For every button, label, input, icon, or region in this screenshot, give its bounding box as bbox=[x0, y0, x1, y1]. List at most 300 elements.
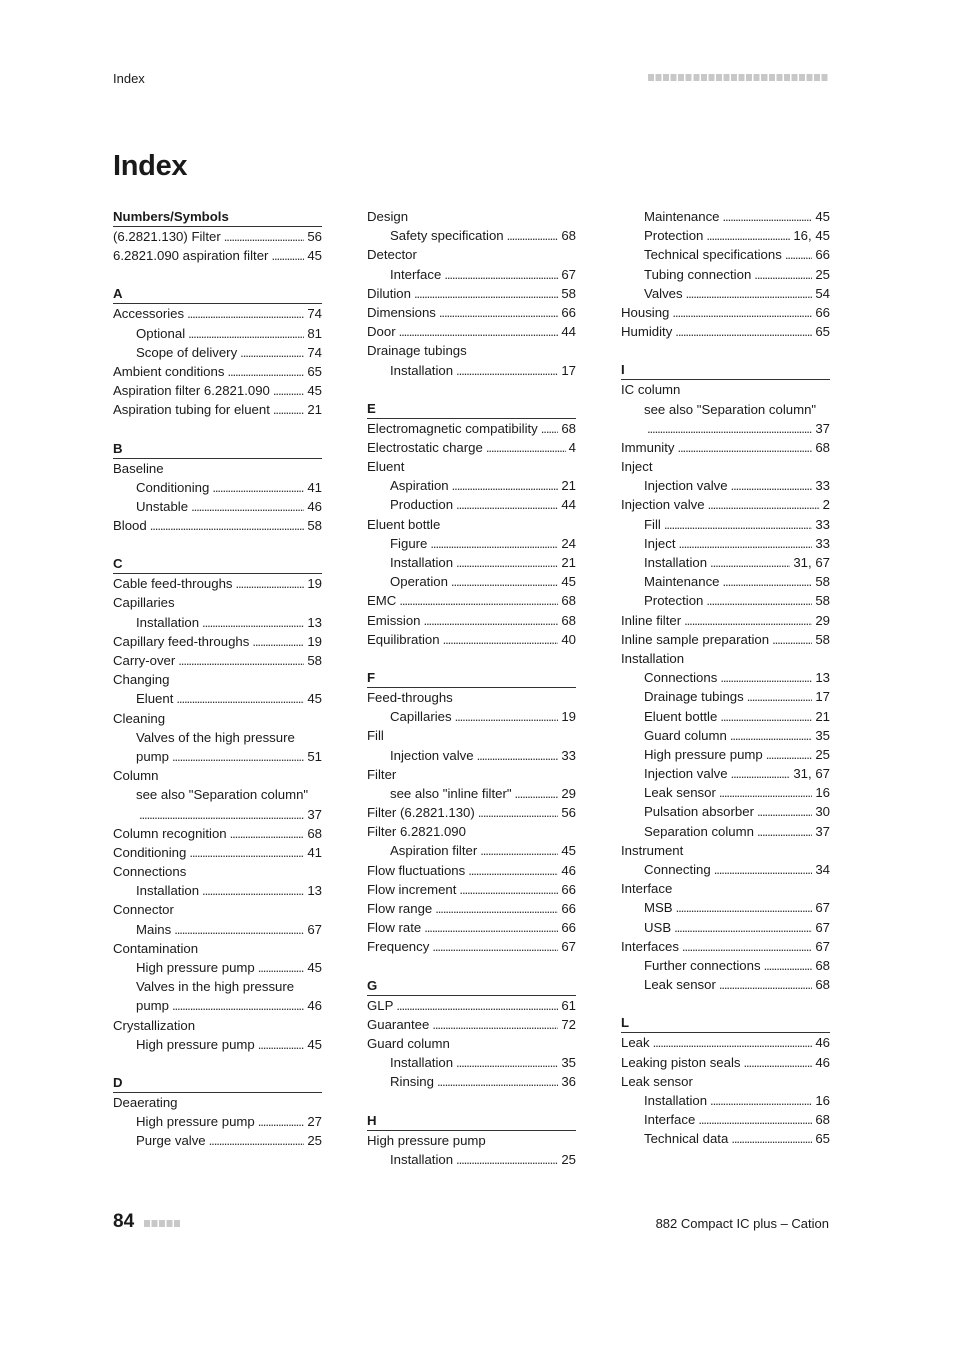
entry-page-ref: 58 bbox=[307, 518, 322, 534]
dot-leader bbox=[174, 920, 304, 939]
index-entry bbox=[367, 765, 576, 784]
entry-page-ref: 68 bbox=[561, 228, 576, 244]
dot-leader bbox=[437, 1072, 558, 1091]
index-entry bbox=[621, 457, 830, 476]
dot-leader bbox=[240, 343, 304, 362]
entry-term: Leak sensor bbox=[644, 785, 716, 801]
index-entry bbox=[367, 899, 576, 918]
entry-term: Mains bbox=[136, 921, 172, 937]
dot-leader bbox=[191, 497, 304, 516]
entry-term: Interface bbox=[621, 881, 673, 897]
index-entry bbox=[367, 419, 576, 438]
entry-term: Contamination bbox=[113, 940, 199, 956]
dot-leader bbox=[459, 880, 558, 899]
entry-term: Capillary feed-throughs bbox=[113, 633, 250, 649]
header-dot-rule bbox=[648, 74, 829, 81]
index-entry bbox=[113, 862, 322, 881]
entry-page-ref: 67 bbox=[561, 266, 576, 282]
entry-page-ref: 33 bbox=[815, 516, 830, 532]
index-subentry bbox=[113, 996, 322, 1015]
dot-leader bbox=[202, 881, 304, 900]
entry-page-ref: 36 bbox=[561, 1074, 576, 1090]
dot-leader bbox=[212, 478, 304, 497]
entry-page-ref: 2 bbox=[822, 497, 830, 513]
entry-term: Column bbox=[113, 768, 159, 784]
index-subentry bbox=[367, 1053, 576, 1072]
index-subentry bbox=[113, 613, 322, 632]
index-entry bbox=[113, 362, 322, 381]
entry-page-ref: 25 bbox=[815, 746, 830, 762]
entry-term: Inline sample preparation bbox=[621, 631, 770, 647]
index-section bbox=[113, 439, 322, 536]
entry-page-ref: 66 bbox=[815, 247, 830, 263]
dot-leader bbox=[443, 630, 559, 649]
entry-page-ref: 68 bbox=[561, 612, 576, 628]
page-number: 84 bbox=[113, 1211, 135, 1232]
entry-page-ref: 24 bbox=[561, 535, 576, 551]
index-subentry bbox=[621, 226, 830, 245]
entry-term: Connecting bbox=[644, 862, 711, 877]
index-entry bbox=[113, 900, 322, 919]
dot-leader bbox=[424, 611, 559, 630]
dot-leader bbox=[678, 438, 813, 457]
entry-page-ref: 58 bbox=[815, 574, 830, 590]
dot-leader bbox=[258, 958, 305, 977]
index-subentry bbox=[621, 284, 830, 303]
dot-leader bbox=[507, 226, 559, 245]
entry-page-ref: 16, 45 bbox=[793, 228, 830, 244]
entry-page-ref: 17 bbox=[815, 689, 830, 705]
section-letter-heading: A bbox=[113, 284, 322, 304]
entry-term: Pulsation absorber bbox=[644, 804, 754, 820]
entry-term: Installation bbox=[136, 614, 200, 630]
section-letter-heading: F bbox=[367, 668, 576, 688]
index-entry bbox=[113, 459, 322, 478]
entry-term: Conditioning bbox=[113, 844, 187, 860]
index-entry bbox=[113, 632, 322, 651]
entry-term: Eluent bbox=[136, 691, 174, 707]
entry-term: Flow increment bbox=[367, 881, 457, 897]
dot-leader bbox=[720, 707, 812, 726]
entry-term: Filter bbox=[367, 766, 397, 782]
index-entry bbox=[367, 803, 576, 822]
index-subentry bbox=[367, 746, 576, 765]
dot-leader bbox=[706, 226, 790, 245]
entry-term: Installation bbox=[644, 555, 708, 570]
entry-term: Figure bbox=[390, 535, 428, 551]
entry-page-ref: 16 bbox=[815, 785, 830, 801]
entry-term: Changing bbox=[113, 672, 170, 688]
index-subentry bbox=[621, 956, 830, 975]
index-entry bbox=[367, 611, 576, 630]
dot-leader bbox=[766, 745, 813, 764]
entry-page-ref: 31, 67 bbox=[793, 766, 830, 782]
dot-leader bbox=[710, 553, 790, 572]
entry-page-ref: 46 bbox=[307, 998, 322, 1014]
index-entry bbox=[621, 611, 830, 630]
index-subentry bbox=[621, 476, 830, 495]
index-subentry bbox=[621, 975, 830, 994]
index-subentry bbox=[113, 958, 322, 977]
index-subentry bbox=[367, 476, 576, 495]
entry-term: High pressure pump bbox=[644, 746, 763, 762]
index-subentry bbox=[621, 918, 830, 937]
dot-leader bbox=[430, 534, 558, 553]
entry-term: Baseline bbox=[113, 460, 164, 476]
section-letter-heading: D bbox=[113, 1073, 322, 1093]
entry-term: Fill bbox=[644, 516, 661, 532]
index-subentry bbox=[621, 822, 830, 841]
entry-term: Guarantee bbox=[367, 1016, 430, 1032]
index-subentry bbox=[113, 920, 322, 939]
entry-page-ref: 45 bbox=[815, 209, 830, 224]
entry-page-ref: 65 bbox=[307, 363, 322, 379]
entry-term: Inject bbox=[621, 459, 653, 475]
entry-term: Aspiration filter bbox=[390, 843, 478, 859]
index-entry bbox=[367, 515, 576, 534]
entry-page-ref: 45 bbox=[307, 691, 322, 707]
section-letter-heading: B bbox=[113, 439, 322, 459]
entry-term: Maintenance bbox=[644, 574, 720, 590]
entry-page-ref: 34 bbox=[815, 862, 830, 877]
entry-term: Dimensions bbox=[367, 304, 436, 320]
entry-page-ref: 16 bbox=[815, 1092, 830, 1108]
index-entry bbox=[367, 591, 576, 610]
index-section bbox=[113, 1073, 322, 1151]
index-subentry bbox=[367, 572, 576, 591]
entry-page-ref: 67 bbox=[815, 919, 830, 935]
entry-term: Electromagnetic compatibility bbox=[367, 420, 538, 436]
entry-term: Optional bbox=[136, 325, 186, 341]
entry-page-ref: 21 bbox=[561, 555, 576, 570]
entry-page-ref: 58 bbox=[815, 631, 830, 647]
entry-page-ref: 35 bbox=[561, 1055, 576, 1071]
entry-page-ref: 25 bbox=[561, 1151, 576, 1167]
entry-term: Unstable bbox=[136, 498, 189, 514]
entry-term: GLP bbox=[367, 997, 394, 1013]
dot-leader bbox=[672, 303, 812, 322]
entry-term: Inject bbox=[644, 535, 676, 551]
index-subentry bbox=[621, 515, 830, 534]
entry-page-ref: 66 bbox=[561, 901, 576, 916]
index-subentry bbox=[113, 728, 322, 747]
index-subentry bbox=[621, 745, 830, 764]
index-subentry bbox=[621, 783, 830, 802]
dot-leader bbox=[541, 419, 559, 438]
entry-term: Drainage tubings bbox=[644, 689, 744, 705]
index-entry bbox=[367, 630, 576, 649]
index-entry bbox=[367, 245, 576, 264]
entry-term: Leak sensor bbox=[644, 977, 716, 993]
index-subentry bbox=[621, 1091, 830, 1110]
entry-page-ref: 25 bbox=[815, 266, 830, 282]
running-header: Index bbox=[113, 71, 145, 86]
dot-leader bbox=[647, 419, 812, 438]
section-letter-heading: C bbox=[113, 554, 322, 574]
entry-page-ref: 44 bbox=[561, 497, 576, 513]
index-entry bbox=[367, 822, 576, 841]
index-subentry bbox=[621, 707, 830, 726]
index-entry bbox=[621, 879, 830, 898]
entry-term: Filter 6.2821.090 bbox=[367, 824, 466, 840]
index-entry bbox=[113, 574, 322, 593]
index-entry bbox=[367, 996, 576, 1015]
entry-page-ref: 33 bbox=[815, 535, 830, 551]
entry-term: High pressure pump bbox=[136, 1036, 255, 1052]
index-subentry bbox=[621, 400, 830, 419]
entry-term: see also "Separation column" bbox=[644, 401, 817, 417]
index-subentry bbox=[113, 343, 322, 362]
dot-leader bbox=[202, 613, 304, 632]
entry-page-ref: 45 bbox=[561, 574, 576, 590]
index-subentry bbox=[113, 1131, 322, 1150]
dot-leader bbox=[731, 764, 791, 783]
index-section bbox=[367, 976, 576, 1092]
entry-term: Equilibration bbox=[367, 631, 440, 647]
entry-term: Injection valve bbox=[644, 478, 728, 494]
index-subentry bbox=[113, 324, 322, 343]
dot-leader bbox=[698, 1110, 812, 1129]
index-subentry bbox=[367, 265, 576, 284]
index-entry bbox=[367, 341, 576, 360]
dot-leader bbox=[730, 726, 813, 745]
index-subentry bbox=[367, 784, 576, 803]
entry-term: Connections bbox=[113, 864, 187, 880]
dot-leader bbox=[719, 783, 812, 802]
dot-leader bbox=[456, 495, 558, 514]
entry-page-ref: 74 bbox=[307, 306, 322, 322]
index-entry bbox=[367, 1015, 576, 1034]
index-subentry bbox=[621, 245, 830, 264]
index-subentry bbox=[367, 361, 576, 380]
entry-term: Humidity bbox=[621, 324, 673, 340]
index-subentry bbox=[113, 1035, 322, 1054]
entry-page-ref: 68 bbox=[815, 439, 830, 455]
entry-term: Installation bbox=[390, 362, 454, 378]
dot-leader bbox=[456, 1053, 558, 1072]
dot-leader bbox=[456, 553, 558, 572]
dot-leader bbox=[675, 322, 812, 341]
dot-leader bbox=[676, 898, 813, 917]
index-subentry bbox=[621, 553, 830, 572]
index-section bbox=[367, 207, 576, 380]
dot-leader bbox=[456, 361, 558, 380]
index-entry bbox=[621, 495, 830, 514]
entry-page-ref: 58 bbox=[815, 593, 830, 609]
entry-term: Technical specifications bbox=[644, 247, 782, 263]
index-section bbox=[367, 1111, 576, 1169]
index-subentry bbox=[113, 497, 322, 516]
entry-page-ref: 37 bbox=[307, 806, 322, 822]
dot-leader bbox=[754, 265, 812, 284]
dot-leader bbox=[731, 1129, 812, 1148]
index-entry bbox=[113, 246, 322, 265]
entry-page-ref: 37 bbox=[815, 420, 830, 436]
entry-term: Frequency bbox=[367, 939, 430, 955]
entry-term: Valves in the high pressure bbox=[136, 979, 295, 995]
entry-page-ref: 46 bbox=[561, 862, 576, 878]
entry-term: Immunity bbox=[621, 439, 675, 455]
entry-term: Aspiration filter 6.2821.090 bbox=[113, 383, 270, 399]
index-entry bbox=[621, 1053, 830, 1072]
index-entry bbox=[113, 516, 322, 535]
entry-page-ref: 58 bbox=[561, 285, 576, 301]
entry-page-ref: 13 bbox=[815, 670, 830, 686]
dot-leader bbox=[432, 1015, 558, 1034]
entry-term: pump bbox=[136, 998, 169, 1014]
entry-page-ref: 81 bbox=[307, 325, 322, 341]
entry-term: Blood bbox=[113, 518, 147, 534]
section-letter-heading: I bbox=[621, 360, 830, 380]
index-section bbox=[113, 554, 322, 1054]
index-section bbox=[621, 1013, 830, 1148]
dot-leader bbox=[686, 284, 813, 303]
footer-dot-rule bbox=[144, 1220, 181, 1227]
index-subentry bbox=[621, 668, 830, 687]
dot-leader bbox=[258, 1035, 305, 1054]
index-section bbox=[367, 399, 576, 649]
entry-term: Installation bbox=[644, 1092, 708, 1108]
index-subentry bbox=[367, 495, 576, 514]
entry-page-ref: 58 bbox=[307, 653, 322, 668]
entry-term: Interface bbox=[644, 1112, 696, 1128]
dot-leader bbox=[653, 1033, 813, 1052]
index-section bbox=[621, 360, 830, 994]
index-column-1 bbox=[113, 207, 322, 1170]
dot-leader bbox=[757, 822, 812, 841]
entry-page-ref: 45 bbox=[307, 1036, 322, 1052]
entry-page-ref: 72 bbox=[561, 1016, 576, 1032]
dot-leader bbox=[456, 1150, 558, 1169]
index-subentry bbox=[621, 1129, 830, 1148]
dot-leader bbox=[224, 227, 305, 246]
index-entry bbox=[113, 670, 322, 689]
entry-term: Connector bbox=[113, 902, 174, 918]
dot-leader bbox=[708, 495, 820, 514]
index-entry bbox=[367, 1034, 576, 1053]
index-entry bbox=[367, 438, 576, 457]
dot-leader bbox=[723, 572, 813, 591]
entry-page-ref: 61 bbox=[561, 997, 576, 1013]
entry-term: Dilution bbox=[367, 285, 411, 301]
entry-page-ref: 19 bbox=[307, 576, 322, 592]
index-entry bbox=[367, 303, 576, 322]
entry-page-ref: 68 bbox=[815, 977, 830, 993]
entry-term: Rinsing bbox=[390, 1074, 434, 1090]
dot-leader bbox=[227, 362, 304, 381]
dot-leader bbox=[731, 476, 813, 495]
dot-leader bbox=[187, 304, 304, 323]
index-entry bbox=[621, 649, 830, 668]
entry-term: Production bbox=[390, 497, 454, 513]
entry-page-ref: 46 bbox=[815, 1035, 830, 1051]
dot-leader bbox=[468, 861, 558, 880]
section-letter-heading: L bbox=[621, 1013, 830, 1033]
entry-term: Guard column bbox=[644, 727, 727, 743]
entry-term: Installation bbox=[621, 650, 685, 666]
entry-term: Installation bbox=[390, 1151, 454, 1167]
dot-leader bbox=[439, 303, 558, 322]
entry-page-ref: 17 bbox=[561, 362, 576, 378]
index-entry bbox=[621, 322, 830, 341]
entry-term: Protection bbox=[644, 593, 704, 609]
index-section bbox=[367, 668, 576, 957]
entry-page-ref: 13 bbox=[307, 614, 322, 630]
index-subentry bbox=[367, 1072, 576, 1091]
entry-page-ref: 19 bbox=[307, 633, 322, 649]
entry-page-ref: 66 bbox=[815, 304, 830, 320]
entry-term: Crystallization bbox=[113, 1017, 196, 1033]
index-entry bbox=[113, 824, 322, 843]
entry-term: Leaking piston seals bbox=[621, 1054, 741, 1070]
dot-leader bbox=[747, 687, 813, 706]
dot-leader bbox=[273, 381, 304, 400]
section-letter-heading: E bbox=[367, 399, 576, 419]
index-entry bbox=[113, 593, 322, 612]
entry-page-ref: 45 bbox=[307, 383, 322, 399]
entry-term: EMC bbox=[367, 593, 397, 609]
entry-term: Valves of the high pressure bbox=[136, 729, 295, 745]
index-entry bbox=[113, 227, 322, 246]
index-subentry bbox=[621, 802, 830, 821]
dot-leader bbox=[139, 805, 304, 824]
entry-page-ref: 41 bbox=[307, 844, 322, 860]
entry-term: Accessories bbox=[113, 306, 185, 322]
dot-leader bbox=[455, 707, 559, 726]
index-entry bbox=[621, 303, 830, 322]
index-entry bbox=[621, 841, 830, 860]
entry-page-ref: 21 bbox=[815, 708, 830, 724]
dot-leader bbox=[478, 803, 559, 822]
index-subentry bbox=[113, 785, 322, 804]
dot-leader bbox=[236, 574, 305, 593]
entry-term: Fill bbox=[367, 728, 384, 744]
entry-page-ref: 33 bbox=[561, 747, 576, 763]
dot-leader bbox=[176, 689, 304, 708]
entry-term: Valves bbox=[644, 285, 683, 301]
dot-leader bbox=[477, 746, 559, 765]
index-subentry bbox=[367, 1150, 576, 1169]
entry-term: IC column bbox=[621, 382, 681, 398]
index-entry bbox=[113, 1016, 322, 1035]
index-entry bbox=[367, 284, 576, 303]
index-section bbox=[113, 284, 322, 419]
index-subentry bbox=[113, 805, 322, 824]
index-entry bbox=[367, 1131, 576, 1150]
entry-term: Flow range bbox=[367, 901, 433, 916]
entry-page-ref: 68 bbox=[815, 957, 830, 973]
index-subentry bbox=[621, 1110, 830, 1129]
index-subentry bbox=[367, 534, 576, 553]
index-entry bbox=[367, 457, 576, 476]
index-subentry bbox=[367, 841, 576, 860]
entry-page-ref: 65 bbox=[815, 324, 830, 340]
entry-page-ref: 67 bbox=[815, 900, 830, 916]
dot-leader bbox=[432, 937, 558, 956]
dot-leader bbox=[674, 918, 812, 937]
dot-leader bbox=[414, 284, 558, 303]
dot-leader bbox=[273, 400, 304, 419]
entry-term: Separation column bbox=[644, 823, 754, 839]
footer-product-title: 882 Compact IC plus – Cation bbox=[655, 1216, 829, 1231]
index-entry bbox=[113, 651, 322, 670]
index-entry bbox=[621, 1072, 830, 1091]
entry-page-ref: 29 bbox=[815, 612, 830, 628]
entry-page-ref: 56 bbox=[307, 229, 322, 244]
dot-leader bbox=[714, 860, 813, 879]
entry-term: Flow rate bbox=[367, 920, 422, 936]
index-entry bbox=[621, 937, 830, 956]
